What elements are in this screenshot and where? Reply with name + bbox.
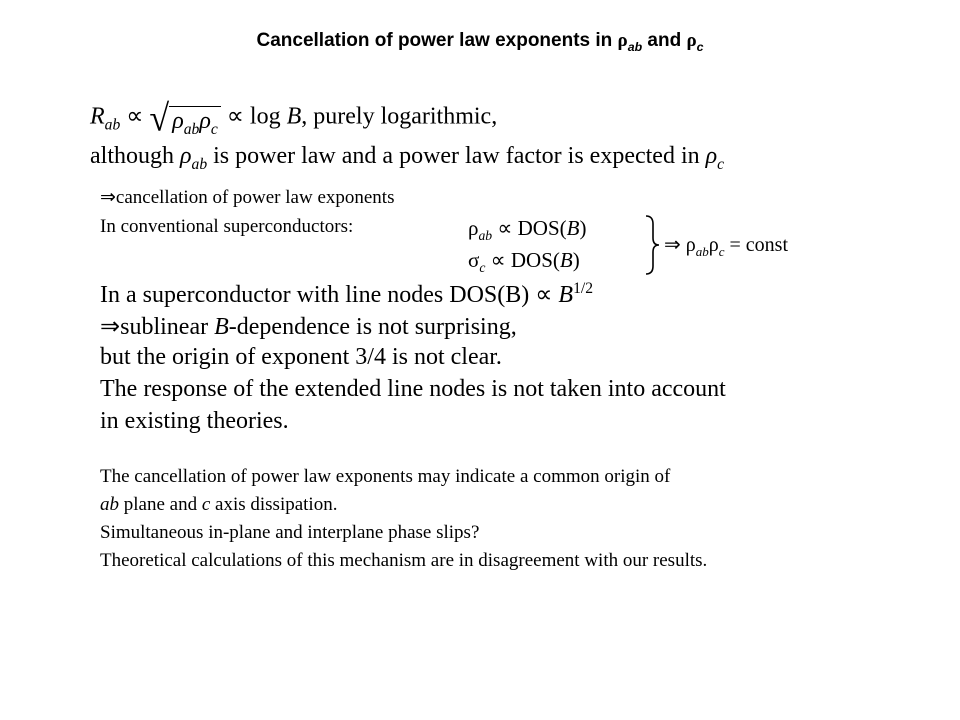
- equation-although: although $\rho_{ab}$ is power law and a power law factor is expected in $\rho_c$: [90, 143, 725, 173]
- sigma-c-dos-row: $\sigma_c \propto DOS(B)$: [468, 248, 580, 276]
- simultaneous-line: Simultaneous in-plane and interplane phase slips?: [100, 522, 480, 543]
- theoretical-line: Theoretical calculations of this mechanism are in disagreement with our results.: [100, 550, 708, 571]
- page-title: Cancellation of power law exponents in $\rho_{ab}$ and $\rho_c$: [256, 30, 704, 54]
- ab-plane-line: ab plane and c axis dissipation.: [100, 494, 338, 515]
- rho-ab-dos-row: $\rho_{ab} \propto DOS(B)$: [468, 216, 587, 244]
- existing-theories-line: in existing theories.: [100, 408, 289, 434]
- response-line: The response of the extended line nodes is not taken into account: [100, 376, 726, 402]
- equation-r-ab: $R_{ab}$ ∝ √ $\rho_{ab}\rho_c$ ∝ log B, purely logarithmic,: [90, 97, 498, 139]
- sublinear-line: ⇒sublinear B-dependence is not surprising,: [100, 314, 517, 340]
- cancellation-line: ⇒cancellation of power law exponents: [100, 187, 395, 208]
- right-brace: [644, 214, 662, 276]
- origin-line: but the origin of exponent 3/4 is not clear.: [100, 344, 502, 370]
- may-indicate-line: The cancellation of power law exponents may indicate a common origin of: [100, 466, 671, 487]
- square-root: √ $\rho_{ab}\rho_c$: [149, 100, 220, 136]
- line-nodes-line: In a superconductor with line nodes $DOS(B) \propto B^{1/2}$: [100, 280, 593, 308]
- implies-const: ⇒ $\rho_{ab}\rho_c$ = const: [664, 234, 789, 259]
- conventional-line: In conventional superconductors:: [100, 216, 354, 237]
